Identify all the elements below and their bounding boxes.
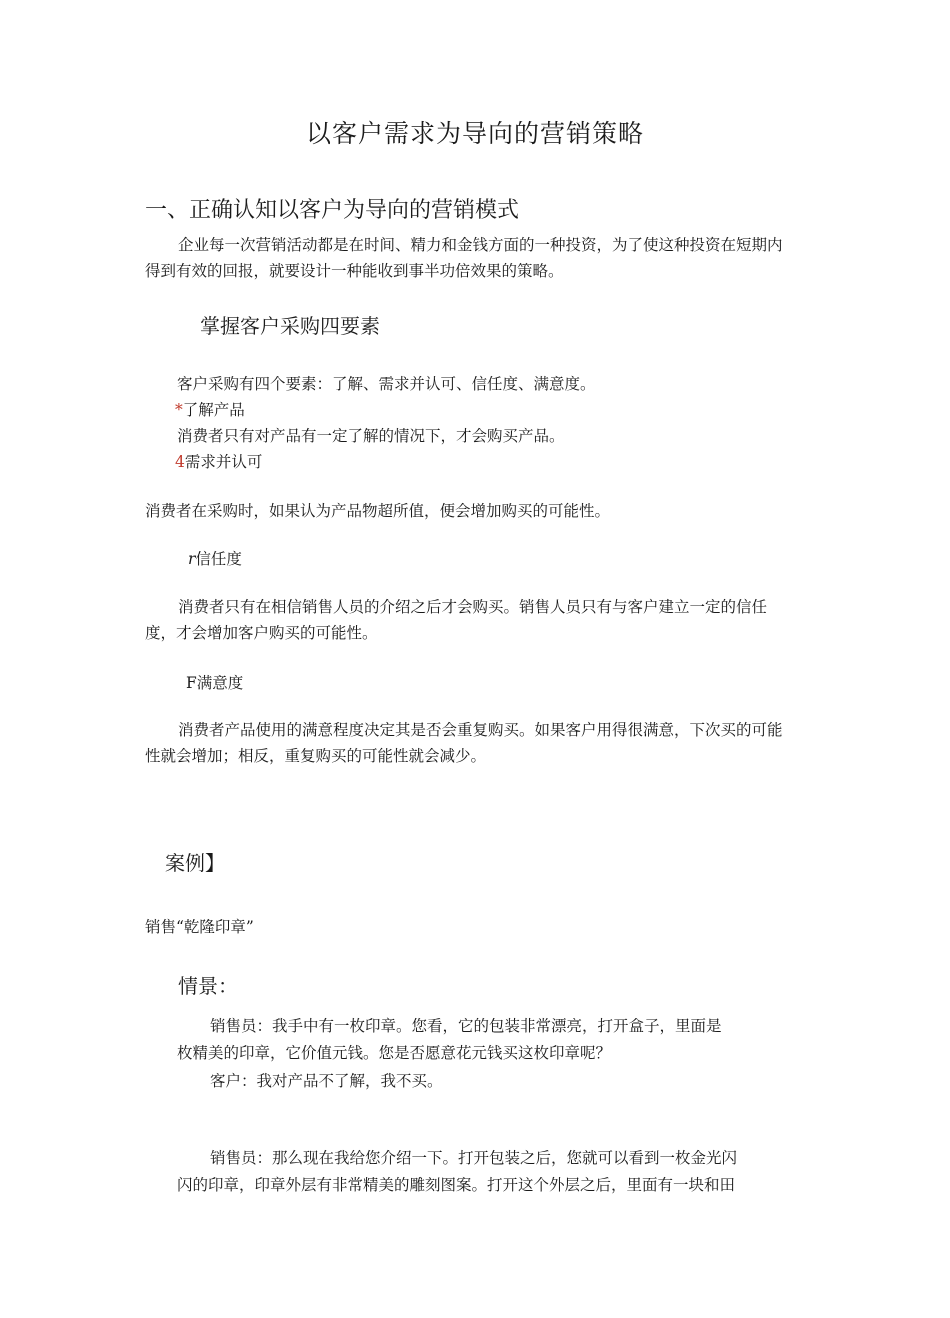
item-satisfaction-text: 消费者产品使用的满意程度决定其是否会重复购买。如果客户用得很满意，下次买的可能性就会增加；相反，重复购买的可能性就会减少。: [145, 721, 783, 765]
dialog-salesperson-2-line2: 闪的印章，印章外层有非常精美的雕刻图案。打开这个外层之后，里面有一块和田: [177, 1176, 736, 1194]
item-satisfaction-heading: [186, 670, 243, 696]
case-name: 销售“乾隆印章”: [145, 918, 254, 936]
dialog-salesperson-1-line1: 销售员：我手中有一枚印章。您看，它的包装非常漂亮，打开盒子，里面是: [210, 1017, 722, 1035]
item-need-text: 消费者在采购时，如果认为产品物超所值，便会增加购买的可能性。: [145, 502, 611, 520]
bullet-marker: *: [175, 401, 183, 419]
scene-label: 情景：: [178, 974, 238, 998]
summary-text: 客户采购有四个要素：了解、需求并认可、信任度、满意度。: [177, 375, 596, 393]
item-label: 满意度: [196, 674, 244, 692]
case-heading: 案例】: [165, 851, 225, 875]
bullet-marker: r: [188, 550, 196, 568]
item-label: 需求并认可: [184, 453, 263, 471]
item-understand-heading: [175, 397, 245, 423]
intro-paragraph: 企业每一次营销活动都是在时间、精力和金钱方面的一种投资，为了使这种投资在短期内得到有效的回报，就要设计一种能收到事半功倍效果的策略。: [145, 236, 783, 280]
section-heading: 一、正确认知以客户为导向的营销模式: [145, 198, 520, 223]
page-title: 以客户需求为导向的营销策略: [305, 119, 644, 148]
bullet-marker: 4: [175, 453, 185, 471]
item-need-heading: [175, 449, 262, 475]
dialog-salesperson-2-line1: 销售员：那么现在我给您介绍一下。打开包装之后，您就可以看到一枚金光闪: [210, 1149, 738, 1167]
item-understand-text: 消费者只有对产品有一定了解的情况下，才会购买产品。: [177, 427, 565, 445]
bullet-marker: F: [186, 674, 197, 692]
item-label: 信任度: [195, 550, 242, 568]
item-trust-text: 消费者只有在相信销售人员的介绍之后才会购买。销售人员只有与客户建立一定的信任度，才会增加客户购买的可能性。: [145, 598, 768, 642]
item-label: 了解产品: [182, 401, 245, 419]
dialog-salesperson-1-line2: 枚精美的印章，它价值元钱。您是否愿意花元钱买这枚印章呢？: [177, 1044, 612, 1062]
dialog-customer-1: 客户：我对产品不了解，我不买。: [210, 1072, 443, 1090]
item-trust-heading: [188, 546, 242, 572]
subsection-heading: 掌握客户采购四要素: [200, 314, 380, 338]
